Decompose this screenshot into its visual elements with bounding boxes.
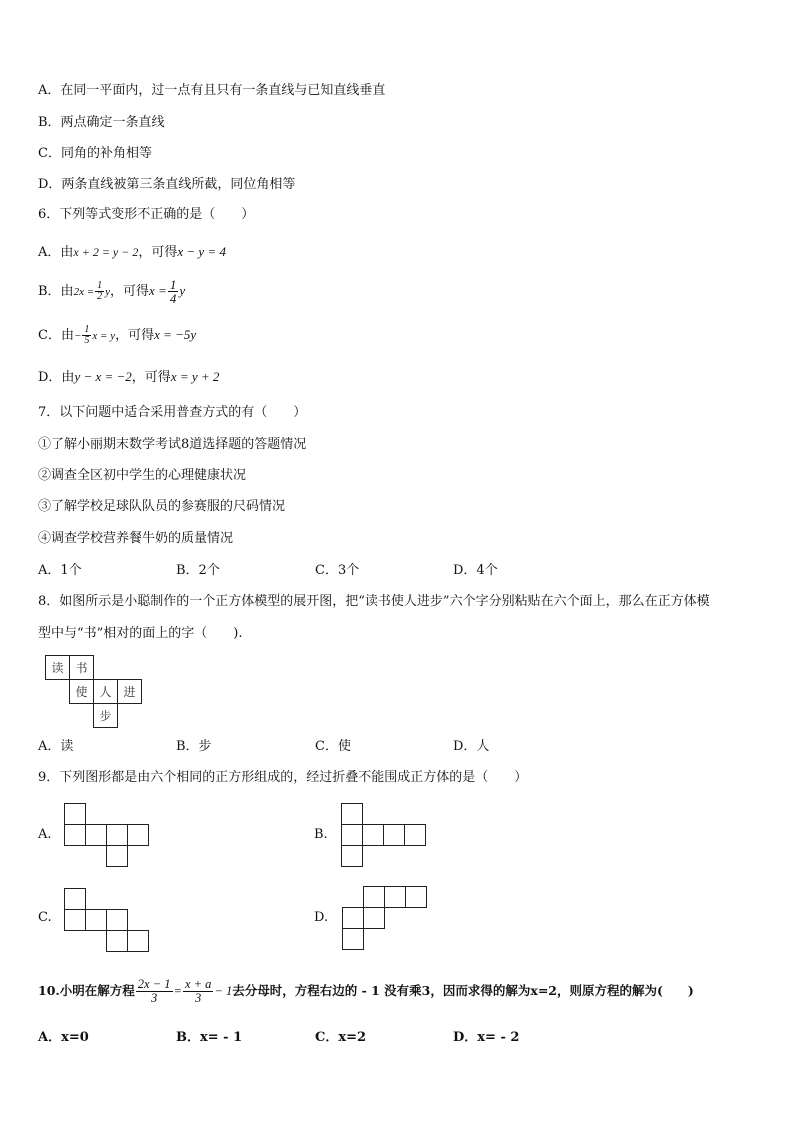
net-char-bu: 步 [99,709,112,723]
q9-figure-c [64,888,150,953]
q6-stem: 6．下列等式变形不正确的是（ ） [38,207,255,222]
q7-stem: 7．以下问题中适合采用普查方式的有（ ） [38,405,307,420]
net-char-jin: 进 [123,685,136,699]
q9-stem: 9．下列图形都是由六个相同的正方形组成的，经过折叠不能围成正方体的是（ ） [38,770,528,785]
q5-option-a: A．在同一平面内，过一点有且只有一条直线与已知直线垂直 [38,83,386,98]
net-char-shu: 书 [75,661,88,675]
q6-option-b: B．由2x = $\frac{1}{2}$ y，可得x = $\frac{1}{4}$ y [38,277,186,306]
cube-net-figure [45,655,145,731]
q8-option-c: C．使 [315,739,351,754]
net-char-shi: 使 [75,685,88,699]
q7-item-1: ①了解小丽期末数学考试8道选择题的答题情况 [38,437,307,452]
q8-stem-line2: 型中与“书”相对的面上的字（ ). [38,626,243,641]
q8-stem-line1: 8．如图所示是小聪制作的一个正方体模型的展开图，把“读书使人进步”六个字分别粘贴在六个面上，那么在正方体模 [38,594,710,609]
q5-option-b: B．两点确定一条直线 [38,115,165,130]
q8-option-b: B．步 [176,739,212,754]
q10-option-d: D．x= - 2 [453,1030,520,1045]
q9-figure-d [342,886,428,951]
q7-option-d: D．4个 [453,563,498,578]
q10-option-c: C．x=2 [315,1030,367,1045]
q8-option-a: A．读 [38,739,74,754]
net-char-du: 读 [51,661,64,675]
q9-label-c: C. [38,910,52,925]
q10-stem: 10.小明在解方程 $\frac{2x - 1}{3}$ = $\frac{x + a}{3}$ − 1去分母时，方程右边的 - 1 没有乘3，因而求得的解为x=2，则原方程的解为( ) [38,977,694,1005]
q9-figure-b [341,803,427,868]
q7-option-b: B．2个 [176,563,220,578]
q8-option-d: D．人 [453,739,490,754]
net-char-ren: 人 [99,685,112,699]
q7-item-4: ④调查学校营养餐牛奶的质量情况 [38,531,234,546]
q6-option-a: A．由x + 2 = y − 2，可得x − y = 4 [38,244,226,260]
q9-label-d: D. [314,910,329,925]
q6-option-d: D．由y − x = −2，可得x = y + 2 [38,369,220,385]
q7-item-3: ③了解学校足球队队员的参赛服的尺码情况 [38,499,286,514]
q9-label-a: A. [38,827,52,842]
q6-option-c: C．由− $\frac{1}{5}$ x = y，可得x = −5y [38,324,197,346]
q7-option-c: C．3个 [315,563,360,578]
q10-option-a: A．x=0 [38,1030,89,1045]
q9-label-b: B. [314,827,328,842]
q7-option-a: A．1个 [38,563,82,578]
q5-option-c: C．同角的补角相等 [38,146,152,161]
q5-option-d: D．两条直线被第三条直线所截，同位角相等 [38,177,296,192]
q10-option-b: B．x= - 1 [176,1030,243,1045]
q9-figure-a [64,803,150,868]
q7-item-2: ②调查全区初中学生的心理健康状况 [38,468,247,483]
